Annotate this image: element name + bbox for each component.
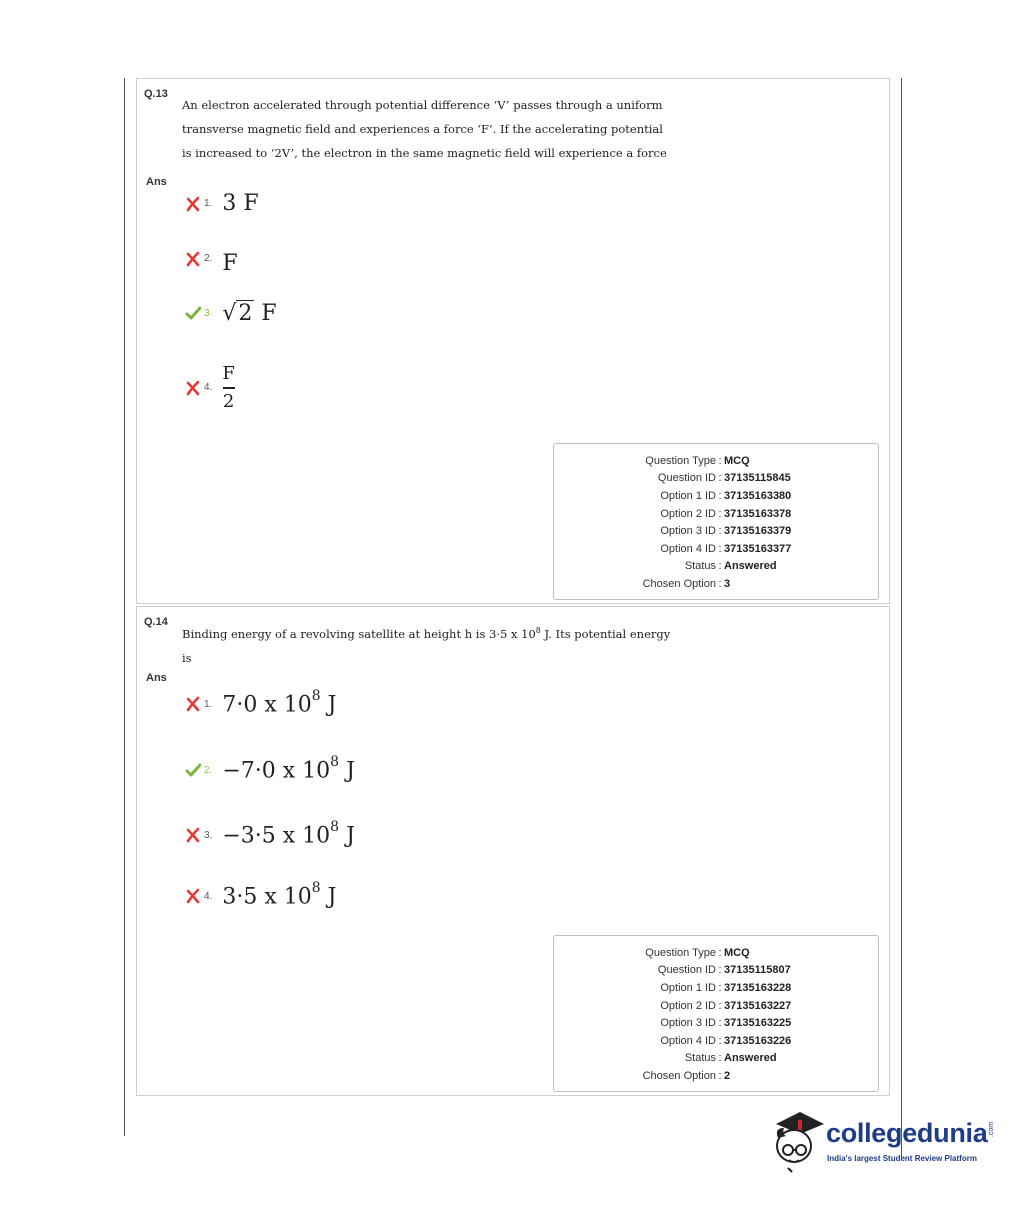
wrong-cross-icon [185,380,201,396]
question-number: Q.14 [144,616,168,628]
correct-check-icon [185,762,201,778]
option-4: 4. 3·5 x $10^8$ J [185,883,336,909]
option-value: F [222,251,238,276]
info-row-opt2: Option 2 ID : 37135163378 [660,507,792,520]
fraction-expression: $\frac{F}{2}$ [222,363,235,412]
question-text: Binding energy of a revolving satellite at height h is 3·5 x $10^8$ J. Its potential energy is [182,626,671,665]
info-row-status: Status : Answered [684,1052,777,1065]
wrong-cross-icon [185,696,201,712]
wrong-cross-icon [185,251,201,267]
option-value: 7·0 x $10^8$ J [222,688,337,718]
mascot-icon [770,1106,826,1176]
page-left-rule [124,78,125,1136]
info-row-chosen: Chosen Option : 3 [642,577,731,590]
collegedunia-logo[interactable] [770,1106,1000,1176]
question-block-13 [136,78,890,604]
logo-tagline: India's largest Student Review Platform [827,1154,977,1163]
option-value: √ 2 F [222,301,277,326]
info-row-status: Status : Answered [684,560,777,573]
info-row-qid: Question ID : 37135115845 [657,472,791,485]
option-2: 2. F [185,246,238,271]
ans-label: Ans [146,672,167,684]
info-row-opt3: Option 3 ID : 37135163225 [660,1017,792,1030]
info-row-type: Question Type : MCQ [645,946,750,959]
option-value: 3·5 x $10^8$ J [222,880,337,910]
correct-check-icon [185,305,201,321]
option-value: −7·0 x $10^8$ J [222,754,355,784]
info-row-opt4: Option 4 ID : 37135163377 [660,542,792,555]
info-row-qid: Question ID : 37135115807 [657,964,791,977]
question-text: An electron accelerated through potential difference ‘V’ passes through a uniform transverse magnetic field and experiences a force ‘F’. If the accelerating potential is increased to ‘2V’, the electron in the same magnetic field will experience a force [182,98,667,160]
option-value: −3·5 x $10^8$ J [222,819,355,849]
logo-wordmark: collegedunia [826,1118,988,1148]
question-number: Q.13 [144,88,168,100]
question-info-panel [553,935,879,1092]
sqrt-expression: √ 2 [222,301,253,326]
info-row-opt1: Option 1 ID : 37135163380 [660,489,792,502]
wrong-cross-icon [185,827,201,843]
option-1: 1. 3 F [185,191,259,216]
question-block-14 [136,606,890,1096]
logo-domain-suffix: .com [988,1121,996,1138]
option-3: 3. √ 2 F [185,300,277,326]
info-row-opt2: Option 2 ID : 37135163227 [660,999,792,1012]
info-row-opt1: Option 1 ID : 37135163228 [660,981,792,994]
option-1: 1. 7·0 x $10^8$ J [185,691,336,717]
option-value: 3 F [222,191,259,216]
info-row-chosen: Chosen Option : 2 [642,1069,731,1082]
option-2: 2. −7·0 x $10^8$ J [185,757,355,783]
info-row-opt3: Option 3 ID : 37135163379 [660,525,792,538]
wrong-cross-icon [185,196,201,212]
wrong-cross-icon [185,888,201,904]
info-row-opt4: Option 4 ID : 37135163226 [660,1034,792,1047]
page-right-rule [901,78,902,1158]
ans-label: Ans [146,176,167,188]
option-4: 4. $\frac{F}{2}$ [185,363,235,413]
info-row-type: Question Type : MCQ [645,454,750,467]
option-3: 3. −3·5 x $10^8$ J [185,822,355,848]
question-info-panel [553,443,879,600]
